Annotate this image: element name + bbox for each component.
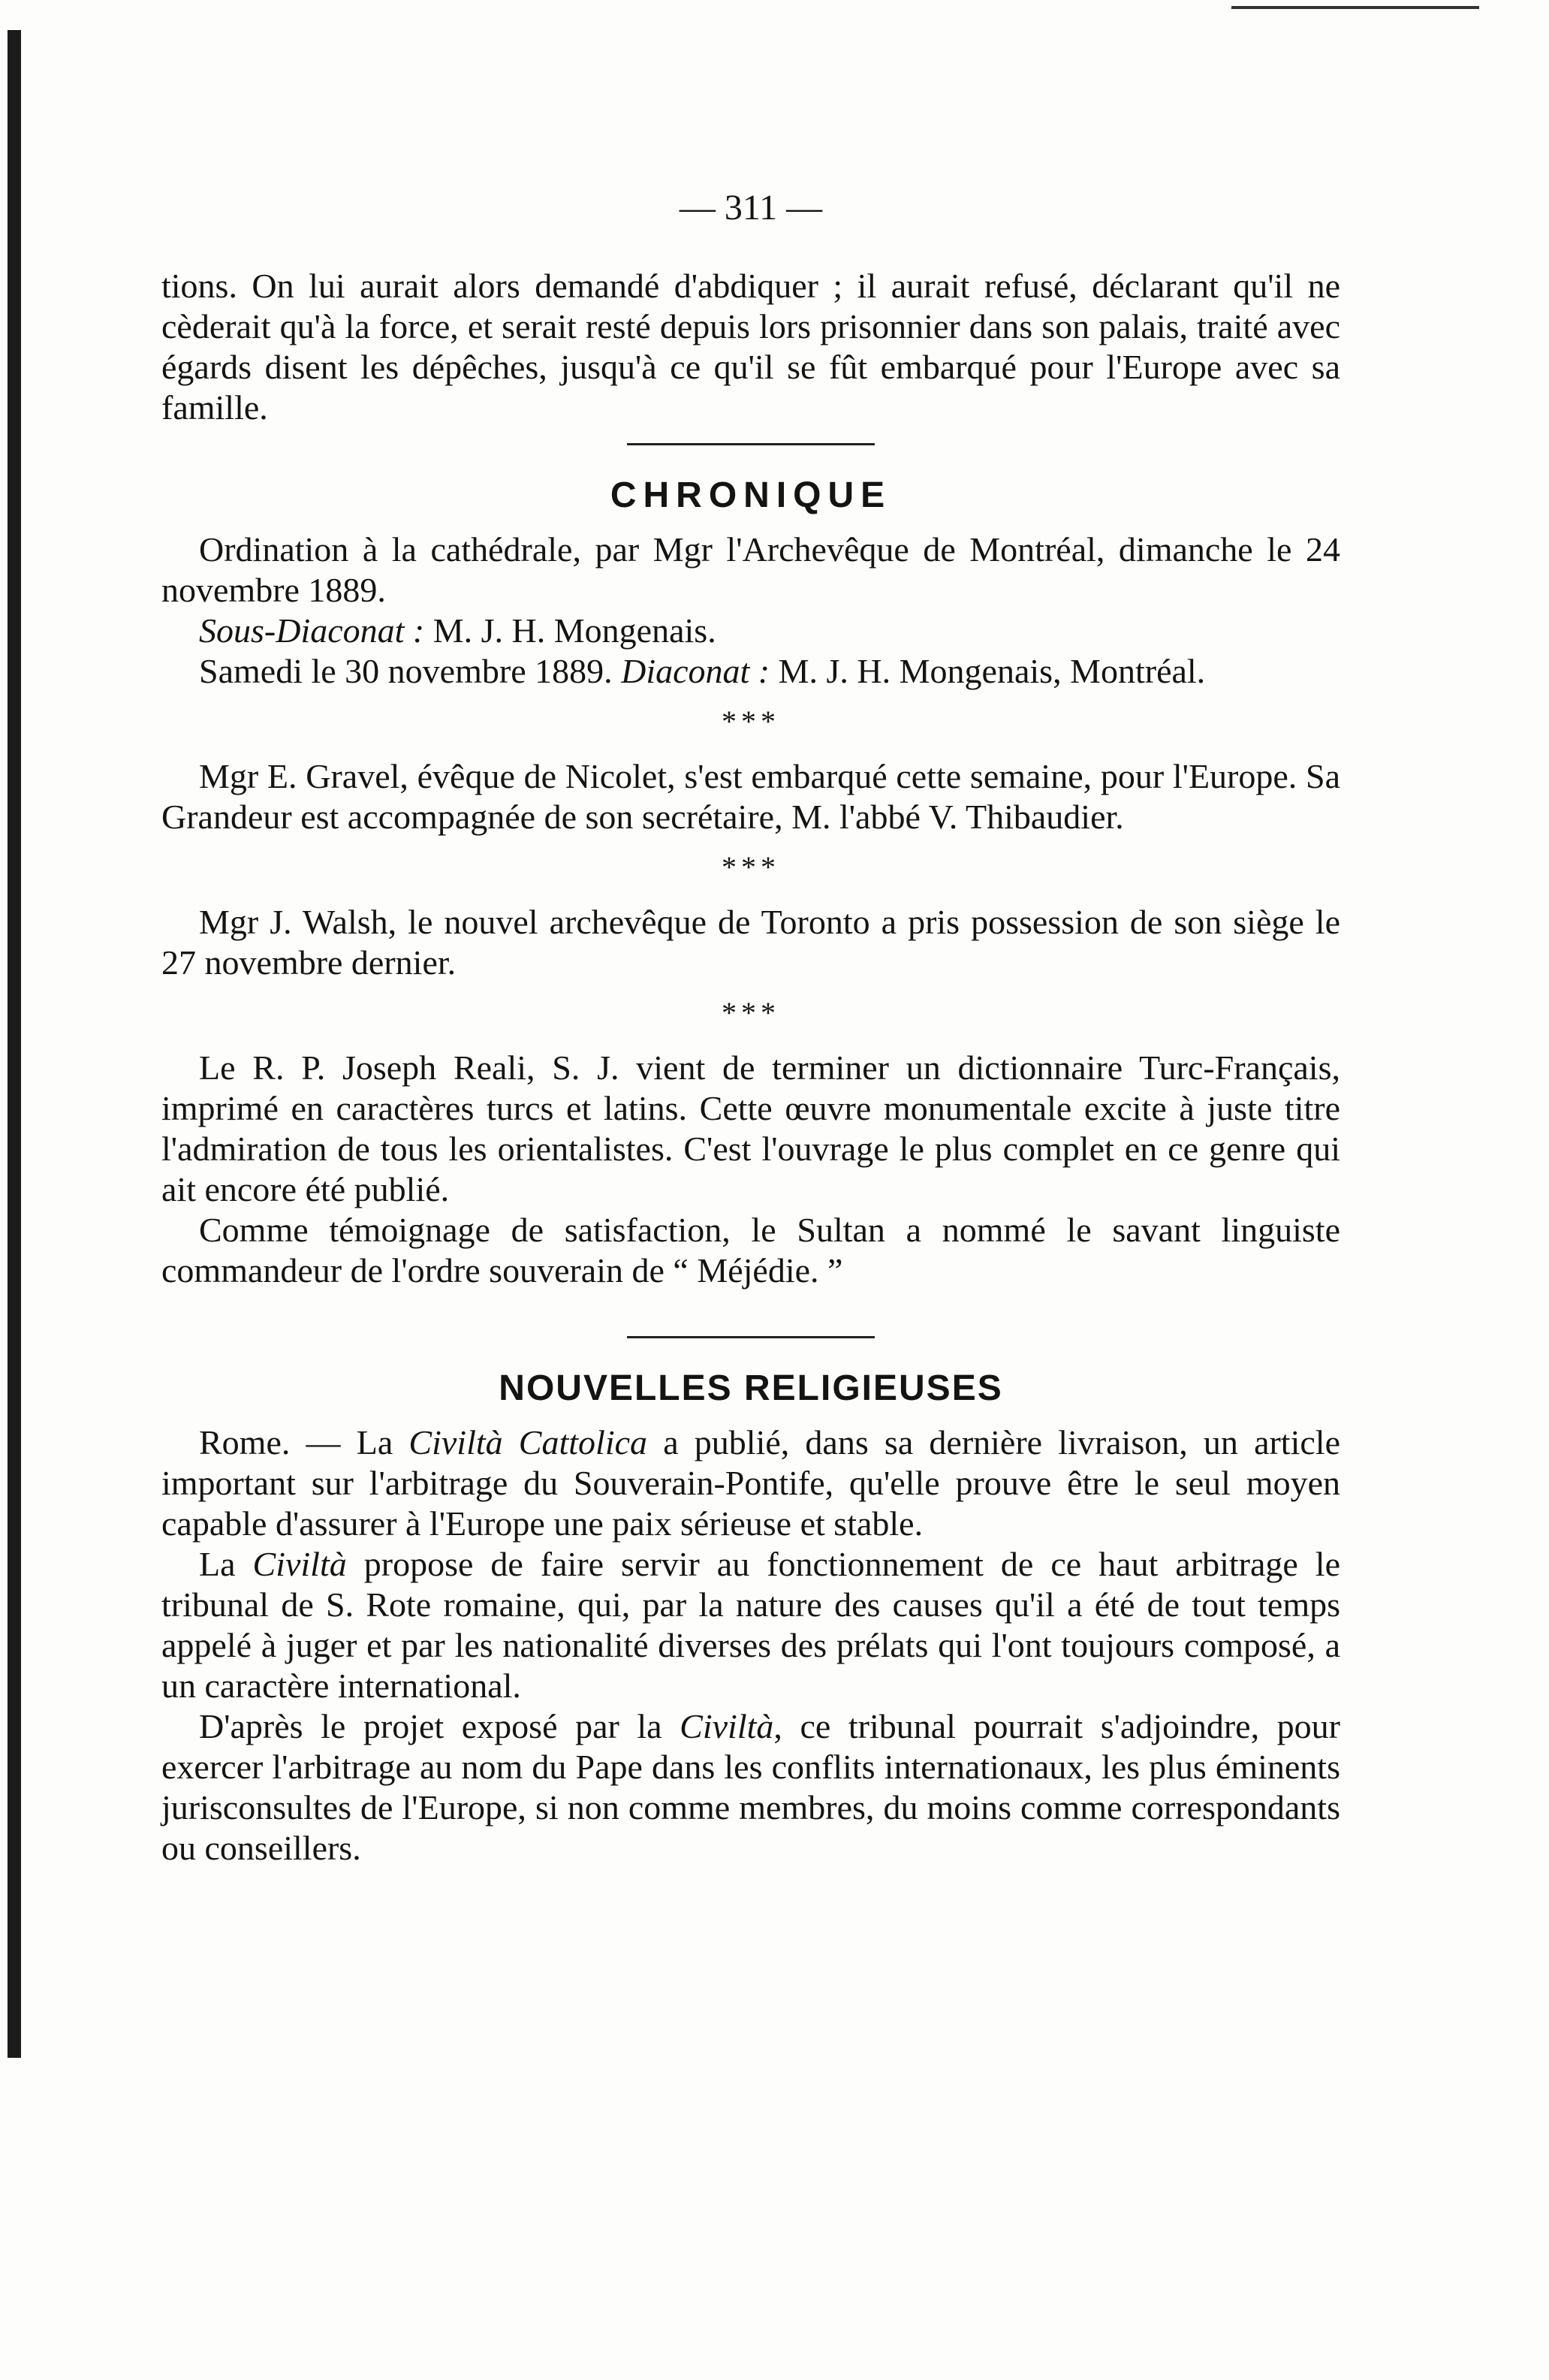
section-divider xyxy=(627,443,875,445)
civilta-title-2: Civiltà xyxy=(680,1707,774,1745)
p2-lead: La xyxy=(199,1545,253,1583)
p3-rest: , ce tribunal pourrait s'adjoindre, pour exercer l'arbitrage au nom du Pape dans les conflits internationaux, les plus éminents jurisconsultes de l'Europe, si non comme membres, du moins comme correspondants ou conseillers. xyxy=(161,1707,1340,1867)
rote-paragraph xyxy=(161,1544,1340,1706)
asterism-1: *** xyxy=(722,704,780,738)
page-number: — 311 — xyxy=(679,188,823,228)
diaconat-label: Diaconat : xyxy=(621,652,770,690)
sous-diaconat-text: M. J. H. Mongenais. xyxy=(424,611,716,650)
asterism-3: *** xyxy=(722,996,780,1030)
section-divider-2 xyxy=(627,1336,875,1338)
rome-rest: a publié, dans sa dernière livraison, un article important sur l'arbitrage du Souverain-Pontife, qu'elle prouve être le seul moyen capable d'assurer à l'Europe une paix sérieuse et stable. xyxy=(161,1423,1340,1543)
gravel-paragraph: Mgr E. Gravel, évêque de Nicolet, s'est embarqué cette semaine, pour l'Europe. Sa Grandeur est accompagnée de son secrétaire, M. l'abbé V. Thibaudier. xyxy=(161,757,1340,836)
p2-rest: propose de faire servir au fonctionnement de ce haut arbitrage le tribunal de S. Rote romaine, qui, par la nature des causes qu'il a été de tout temps appelé à juger et par les nationalité diverses des prélats qui l'ont toujours composé, a un caractère international. xyxy=(161,1545,1340,1705)
nouvelles-heading: NOUVELLES RELIGIEUSES xyxy=(499,1368,1003,1408)
chronique-heading: CHRONIQUE xyxy=(610,475,892,515)
sultan-paragraph: Comme témoignage de satisfaction, le Sultan a nommé le savant linguiste commandeur de l'ordre souverain de “ Méjédie. ” xyxy=(161,1211,1340,1290)
p3-lead: D'après le projet exposé par la xyxy=(199,1707,680,1745)
sous-diaconat-label: Sous-Diaconat : xyxy=(199,611,425,650)
projet-paragraph xyxy=(161,1706,1340,1869)
page-body xyxy=(161,188,1340,1869)
rome-lead: Rome. — La xyxy=(199,1423,409,1461)
diaconat-paragraph xyxy=(161,651,1340,692)
sous-diaconat-line xyxy=(161,611,1340,651)
civilta-title: Civiltà xyxy=(252,1545,347,1583)
opening-paragraph: tions. On lui aurait alors demandé d'abdiquer ; il aurait refusé, déclarant qu'il ne cèderait qu'à la force, et serait resté depuis lors prisonnier dans son palais, traité avec égards disent les dépêches, jusqu'à ce qu'il se fût embarqué pour l'Europe avec sa famille. xyxy=(161,267,1340,427)
diaconat-text: M. J. H. Mongenais, Montréal. xyxy=(770,652,1206,690)
walsh-paragraph: Mgr J. Walsh, le nouvel archevêque de Toronto a pris possession de son siège le 27 novembre dernier. xyxy=(161,903,1340,982)
rome-paragraph xyxy=(161,1422,1340,1544)
scan-edge-bar xyxy=(8,30,21,2058)
samedi-text: Samedi le 30 novembre 1889. xyxy=(199,652,622,690)
scan-top-mark xyxy=(1231,6,1479,9)
reali-paragraph: Le R. P. Joseph Reali, S. J. vient de terminer un dictionnaire Turc-Français, imprimé en caractères turcs et latins. Cette œuvre monumentale excite à juste titre l'admiration de tous les orientalistes. C'est l'ouvrage le plus complet en ce genre qui ait encore été publié. xyxy=(161,1048,1340,1208)
asterism-2: *** xyxy=(722,850,780,884)
civilta-cattolica-title: Civiltà Cattolica xyxy=(408,1423,648,1461)
ordination-paragraph: Ordination à la cathédrale, par Mgr l'Archevêque de Montréal, dimanche le 24 novembre 1889. xyxy=(161,530,1340,609)
